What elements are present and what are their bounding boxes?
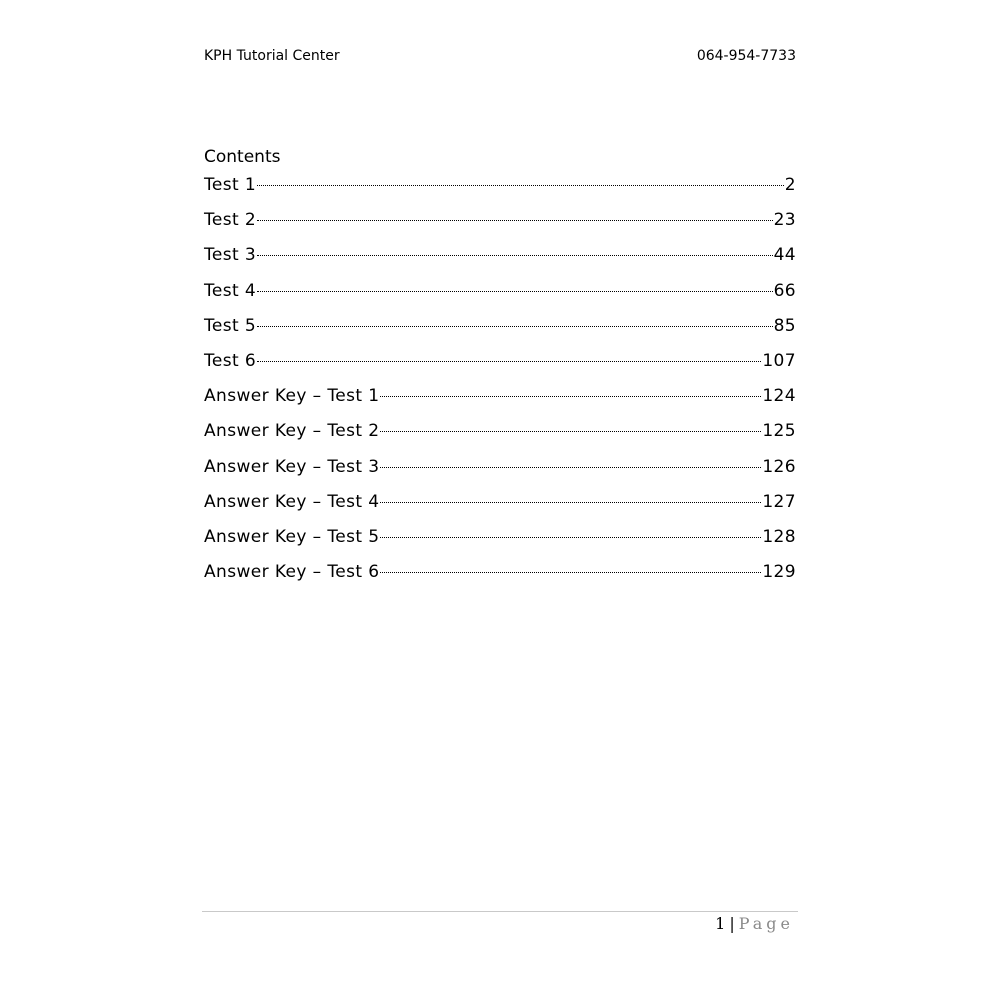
page-footer	[715, 913, 794, 935]
toc-entry[interactable]	[204, 173, 796, 208]
header-phone: 064-954-7733	[696, 48, 796, 64]
toc-entry-title: Answer Key – Test 5	[204, 526, 380, 547]
footer-separator: |	[729, 914, 735, 933]
dot-leader	[257, 220, 772, 221]
dot-leader	[257, 326, 772, 327]
toc-entry[interactable]	[204, 560, 796, 595]
dot-leader	[257, 291, 772, 292]
toc-entry[interactable]	[204, 525, 796, 560]
toc-entry-title: Test 4	[204, 280, 257, 301]
toc-entry-page: 127	[762, 491, 796, 512]
dot-leader	[380, 396, 761, 397]
toc-entry-title: Answer Key – Test 1	[204, 386, 380, 407]
toc-entry-title: Answer Key – Test 3	[204, 456, 380, 477]
toc-entry-page: 125	[762, 421, 796, 442]
toc-entry-page: 129	[762, 562, 796, 583]
toc-entry-title: Test 2	[204, 210, 257, 231]
toc-entry-title: Test 1	[204, 175, 257, 195]
toc-entry-page: 85	[773, 315, 796, 336]
toc-entry-title: Answer Key – Test 6	[204, 562, 380, 583]
toc-entry[interactable]	[204, 384, 796, 419]
page-number: 1	[715, 914, 726, 933]
toc-entry[interactable]	[204, 314, 796, 349]
toc-entry-title: Test 5	[204, 315, 257, 336]
dot-leader	[380, 572, 761, 573]
toc-entry-page: 44	[773, 245, 796, 266]
toc-entry-page: 126	[762, 456, 796, 477]
toc-entry-page: 107	[762, 350, 796, 371]
dot-leader	[380, 502, 761, 503]
dot-leader	[257, 185, 784, 186]
dot-leader	[380, 431, 761, 432]
toc-heading: Contents	[204, 147, 281, 167]
toc-entry-title: Answer Key – Test 4	[204, 491, 380, 512]
toc-entry[interactable]	[204, 243, 796, 278]
toc-entry-title: Answer Key – Test 2	[204, 421, 380, 442]
toc-entry-page: 2	[784, 175, 796, 195]
toc-entry-title: Test 3	[204, 245, 257, 266]
toc-entry-page: 128	[762, 526, 796, 547]
toc-entry[interactable]	[204, 419, 796, 454]
toc-entry-page: 66	[773, 280, 796, 301]
dot-leader	[380, 537, 761, 538]
table-of-contents	[204, 173, 796, 595]
page-label: Page	[738, 914, 794, 933]
toc-entry-page: 23	[773, 210, 796, 231]
header-organization: KPH Tutorial Center	[204, 48, 340, 64]
toc-entry[interactable]	[204, 349, 796, 384]
footer-divider	[202, 911, 798, 912]
page-header	[204, 46, 796, 66]
toc-entry[interactable]	[204, 208, 796, 243]
toc-entry-page: 124	[762, 386, 796, 407]
toc-entry-title: Test 6	[204, 350, 257, 371]
dot-leader	[257, 255, 772, 256]
dot-leader	[380, 467, 761, 468]
toc-entry[interactable]	[204, 455, 796, 490]
toc-entry[interactable]	[204, 490, 796, 525]
dot-leader	[257, 361, 761, 362]
toc-entry[interactable]	[204, 279, 796, 314]
